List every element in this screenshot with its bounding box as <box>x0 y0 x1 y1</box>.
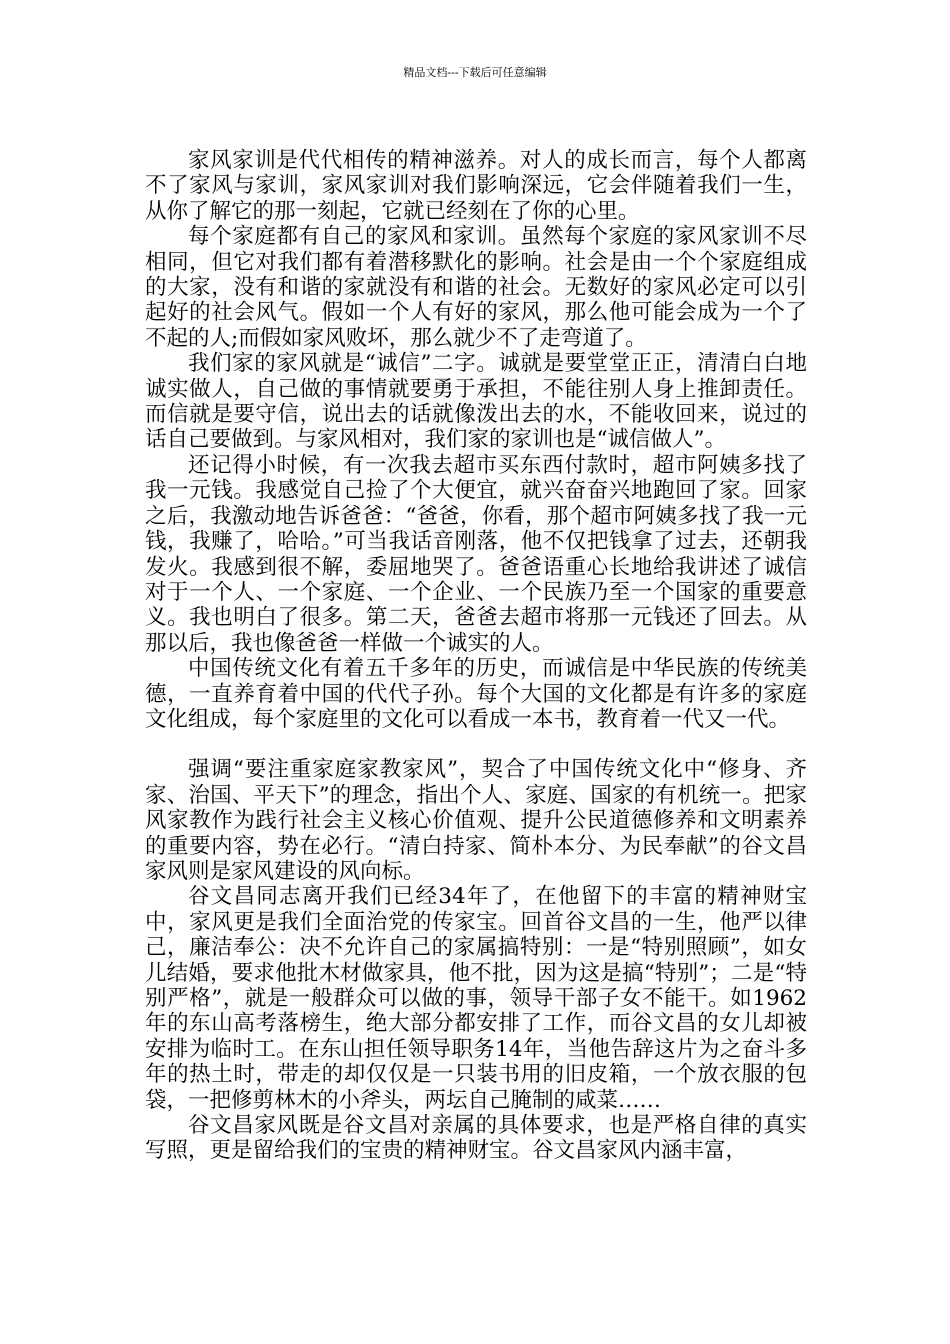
page-header: 精品文档---下载后可任意编辑 <box>403 66 547 79</box>
paragraph-4: 还记得小时候，有一次我去超市买东西付款时，超市阿姨多找了我一元钱。我感觉自己捡了个大便宜，就兴奋奋兴地跑回了家。回家之后，我激动地告诉爸爸：“爸爸，你看，那个超市阿姨多找了我一元钱，我赚了，哈哈。”可当我话音刚落，他不仅把钱拿了过去，还朝我发火。我感到很不解，委屈地哭了。爸爸语重心长地给我讲述了诚信对于一个人、一个家庭、一个企业、一个民族乃至一个国家的重要意义。我也明白了很多。第二天，爸爸去超市将那一元钱还了回去。从那以后，我也像爸爸一样做一个诚实的人。 <box>145 452 807 656</box>
paragraph-1: 家风家训是代代相传的精神滋养。对人的成长而言，每个人都离不了家风与家训，家风家训对我们影响深远，它会伴随着我们一生，从你了解它的那一刻起，它就已经刻在了你的心里。 <box>145 148 807 224</box>
paragraph-2: 每个家庭都有自己的家风和家训。虽然每个家庭的家风家训不尽相同，但它对我们都有着潜移默化的影响。社会是由一个个家庭组成的大家，没有和谐的家就没有和谐的社会。无数好的家风必定可以引起好的社会风气。假如一个人有好的家风，那么他可能会成为一个了不起的人;而假如家风败坏，那么就少不了走弯道了。 <box>145 224 807 351</box>
paragraph-7: 谷文昌同志离开我们已经34年了，在他留下的丰富的精神财宝中，家风更是我们全面治党的传家宝。回首谷文昌的一生，他严以律己，廉洁奉公：决不允许自己的家属搞特别：一是“特别照顾”，如女儿结婚，要求他批木材做家具，他不批，因为这是搞“特别”；二是“特别严格”，就是一般群众可以做的事，领导干部子女不能干。如1962年的东山高考落榜生，绝大部分都安排了工作，而谷文昌的女儿却被安排为临时工。在东山担任领导职务14年，当他告辞这片为之奋斗多年的热土时，带走的却仅仅是一只装书用的旧皮箱，一个放衣服的包袋，一把修剪林木的小斧头，两坛自己腌制的咸菜…… <box>145 884 807 1113</box>
paragraph-gap <box>145 732 807 757</box>
paragraph-6: 强调“要注重家庭家教家风”，契合了中国传统文化中“修身、齐家、治国、平天下”的理念，指出个人、家庭、国家的有机统一。把家风家教作为践行社会主义核心价值观、提升公民道德修养和文明素养的重要内容，势在必行。“清白持家、简朴本分、为民奉献”的谷文昌家风则是家风建设的风向标。 <box>145 757 807 884</box>
paragraph-5: 中国传统文化有着五千多年的历史，而诚信是中华民族的传统美德，一直养育着中国的代代子孙。每个大国的文化都是有许多的家庭文化组成，每个家庭里的文化可以看成一本书，教育着一代又一代。 <box>145 656 807 732</box>
paragraph-3: 我们家的家风就是“诚信”二字。诚就是要堂堂正正，清清白白地诚实做人，自己做的事情就要勇于承担，不能往别人身上推卸责任。而信就是要守信，说出去的话就像泼出去的水，不能收回来，说过的话自己要做到。与家风相对，我们家的家训也是“诚信做人”。 <box>145 351 807 453</box>
document-body <box>145 148 807 1164</box>
paragraph-8: 谷文昌家风既是谷文昌对亲属的具体要求，也是严格自律的真实写照，更是留给我们的宝贵的精神财宝。谷文昌家风内涵丰富， <box>145 1113 807 1164</box>
